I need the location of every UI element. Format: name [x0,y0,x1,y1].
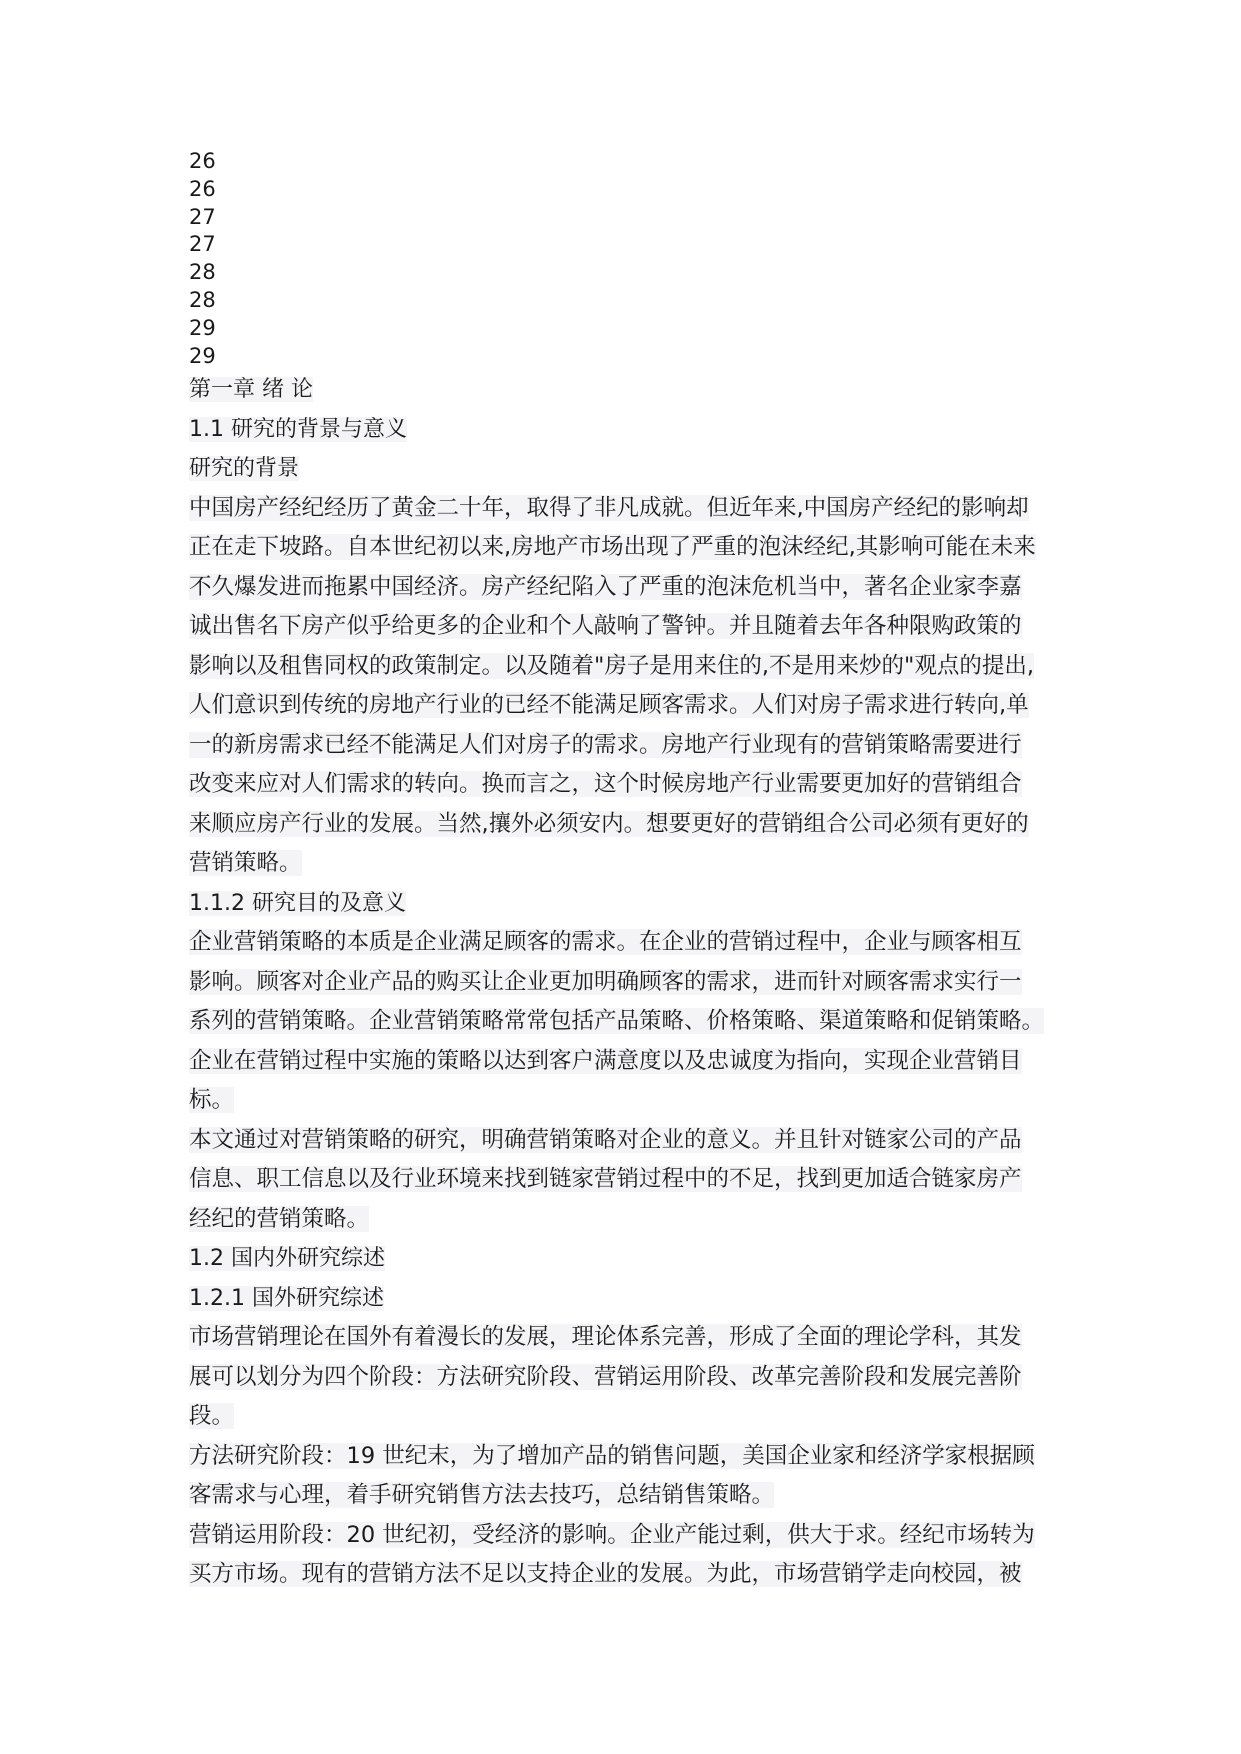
paragraph-line [189,1121,1089,1161]
paragraph-line-text: 改变来应对人们需求的转向。换而言之，这个时候房地产行业需要更加好的营销组合 [189,771,1022,798]
document-body [189,370,1089,1595]
toc-number: 29 [189,343,216,368]
paragraph-line [189,1160,1089,1200]
section-1-2-1-text: 1.2.1 国外研究综述 [189,1285,384,1311]
chapter-title [189,370,1089,410]
paragraph-line [189,1318,1089,1358]
toc-number: 28 [189,287,216,312]
paragraph-line [189,1437,1089,1477]
paragraph-line-text: 本文通过对营销策略的研究，明确营销策略对企业的意义。并且针对链家公司的产品 [189,1126,1022,1153]
paragraph-line [189,1002,1089,1042]
section-1-2-1 [189,1279,1089,1319]
paragraph-line [189,1042,1089,1082]
paragraph-line [189,1397,1089,1437]
paragraph-line-text: 影响。顾客对企业产品的购买让企业更加明确顾客的需求，进而针对顾客需求实行一 [189,968,1022,995]
paragraph-line-text: 企业营销策略的本质是企业满足顾客的需求。在企业的营销过程中，企业与顾客相互 [189,929,1022,956]
paragraph-foreign-2 [189,1437,1089,1516]
paragraph-line [189,607,1089,647]
toc-number: 29 [189,315,216,340]
paragraph-line-text: 诚出售名下房产似乎给更多的企业和个人敲响了警钟。并且随着去年各种限购政策的 [189,613,1022,640]
paragraph-line-text: 企业在营销过程中实施的策略以达到客户满意度以及忠诚度为指向，实现企业营销目 [189,1047,1022,1074]
paragraph-line [189,765,1089,805]
paragraph-line-text: 展可以划分为四个阶段：方法研究阶段、营销运用阶段、改革完善阶段和发展完善阶 [189,1363,1022,1390]
document-page [189,148,1089,1595]
paragraph-line [189,963,1089,1003]
paragraph-line [189,726,1089,766]
paragraph-line [189,1200,1089,1240]
section-1-1 [189,410,1089,450]
paragraph-line [189,489,1089,529]
paragraph-purpose-2 [189,1121,1089,1240]
toc-page-numbers [189,148,1089,370]
section-1-2 [189,1239,1089,1279]
section-1-1-2 [189,884,1089,924]
paragraph-line-text: 一的新房需求已经不能满足人们对房子的需求。房地产行业现有的营销策略需要进行 [189,731,1022,758]
paragraph-line-text: 段。 [189,1403,235,1430]
paragraph-line [189,568,1089,608]
paragraph-line [189,1555,1089,1595]
paragraph-line-text: 中国房产经纪经历了黄金二十年，取得了非凡成就。但近年来,中国房产经纪的影响却 [189,494,1029,521]
paragraph-line-text: 信息、职工信息以及行业环境来找到链家营销过程中的不足，找到更加适合链家房产 [189,1166,1022,1193]
paragraph-line-text: 营销运用阶段：20 世纪初，受经济的影响。企业产能过剩，供大于求。经纪市场转为 [189,1521,1035,1548]
paragraph-line [189,1476,1089,1516]
toc-number: 28 [189,260,216,285]
paragraph-line-text: 系列的营销策略。企业营销策略常常包括产品策略、价格策略、渠道策略和促销策略。 [189,1008,1045,1035]
paragraph-foreign-1 [189,1318,1089,1437]
paragraph-line-text: 方法研究阶段：19 世纪末，为了增加产品的销售问题，美国企业家和经济学家根据顾 [189,1442,1035,1469]
paragraph-line [189,528,1089,568]
paragraph-line [189,923,1089,963]
toc-number: 26 [189,149,216,173]
section-1-1-text: 1.1 研究的背景与意义 [189,416,407,442]
paragraph-line-text: 客需求与心理，着手研究销售方法去技巧，总结销售策略。 [189,1482,775,1509]
section-1-1-2-text: 1.1.2 研究目的及意义 [189,890,406,916]
paragraph-line-text: 市场营销理论在国外有着漫长的发展，理论体系完善，形成了全面的理论学科，其发 [189,1324,1022,1351]
paragraph-line-text: 来顺应房产行业的发展。当然,攘外必须安内。想要更好的营销组合公司必须有更好的 [189,810,1029,837]
section-1-2-text: 1.2 国内外研究综述 [189,1246,385,1272]
paragraph-background [189,489,1089,884]
paragraph-line-text: 不久爆发进而拖累中国经济。房产经纪陷入了严重的泡沫危机当中，著名企业家李嘉 [189,573,1022,600]
paragraph-line [189,1358,1089,1398]
chapter-title-text: 第一章 绪 论 [189,377,313,403]
paragraph-line-text: 标。 [189,1087,235,1114]
subsection-background-text: 研究的背景 [189,456,300,482]
paragraph-line [189,1516,1089,1556]
paragraph-line [189,805,1089,845]
paragraph-line-text: 经纪的营销策略。 [189,1205,370,1232]
paragraph-foreign-3 [189,1516,1089,1595]
toc-number: 27 [189,204,216,229]
paragraph-line [189,686,1089,726]
subsection-background [189,449,1089,489]
paragraph-purpose-1 [189,923,1089,1121]
toc-number: 27 [189,232,216,257]
toc-number: 26 [189,176,216,201]
paragraph-line-text: 影响以及租售同权的政策制定。以及随着"房子是用来住的,不是用来炒的"观点的提出, [189,652,1035,679]
paragraph-line [189,844,1089,884]
paragraph-line [189,1081,1089,1121]
paragraph-line-text: 人们意识到传统的房地产行业的已经不能满足顾客需求。人们对房子需求进行转向,单 [189,692,1029,719]
paragraph-line-text: 正在走下坡路。自本世纪初以来,房地产市场出现了严重的泡沫经纪,其影响可能在未来 [189,534,1036,561]
paragraph-line [189,647,1089,687]
paragraph-line-text: 买方市场。现有的营销方法不足以支持企业的发展。为此，市场营销学走向校园，被 [189,1561,1022,1588]
paragraph-line-text: 营销策略。 [189,850,302,877]
